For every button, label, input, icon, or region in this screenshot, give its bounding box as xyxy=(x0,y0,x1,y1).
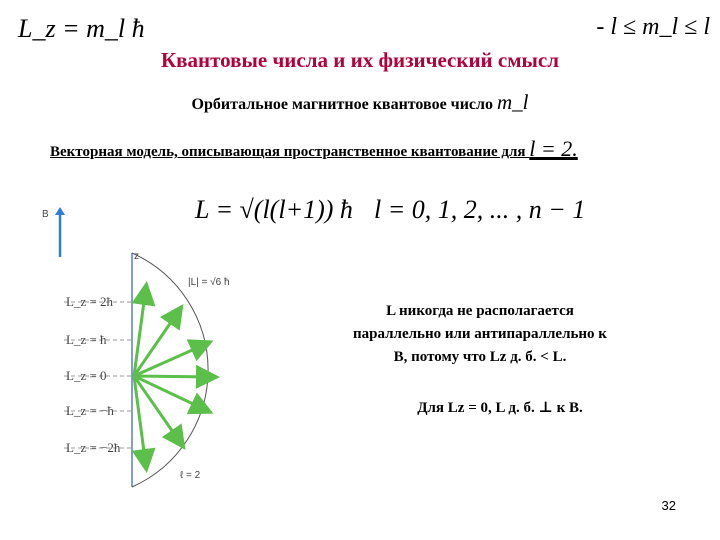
lz-label: L_z = ħ xyxy=(66,332,107,347)
formula-L-magnitude: L = √(l(l+1)) ħ xyxy=(195,195,353,224)
magnitude-label: |L| = √6 ħ xyxy=(188,277,230,288)
formula-lz: L_z = m_l ħ xyxy=(18,14,145,43)
b-arrow-head xyxy=(55,207,65,215)
note-line: B, потому что Lz д. б. < L. xyxy=(393,349,567,365)
subtitle xyxy=(0,90,720,115)
vector-model-caption xyxy=(50,136,578,162)
subtitle-text: Орбитальное магнитное квантовое число xyxy=(191,96,493,113)
note-line: параллельно или антипараллельно к xyxy=(353,326,607,342)
slide-title: Квантовые числа и их физический смысл xyxy=(160,48,560,72)
vector-arrow xyxy=(134,376,214,377)
lz-label: L_z = 0 xyxy=(66,368,107,383)
note-line: L никогда не располагается xyxy=(386,303,574,319)
caption-l-value: l = 2. xyxy=(529,136,578,161)
lz-label: L_z = 2ħ xyxy=(66,294,114,309)
note-block xyxy=(330,300,630,369)
b-label: B xyxy=(42,209,49,220)
page-number: 32 xyxy=(661,498,676,513)
l-label: ℓ = 2 xyxy=(180,470,201,481)
lz-label: L_z = −ħ xyxy=(66,403,114,418)
formula-l-values: l = 0, 1, 2, ... , n − 1 xyxy=(374,195,586,224)
vector-model-diagram xyxy=(38,205,238,495)
caption-text: Векторная модель, описывающая пространственное квантование для xyxy=(50,144,526,160)
note-perpendicular: Для Lz = 0, L д. б. ⊥ к B. xyxy=(417,400,583,416)
formula-ml-range: - l ≤ m_l ≤ l xyxy=(596,14,710,40)
z-label: z xyxy=(134,251,139,262)
subtitle-symbol: m_l xyxy=(496,90,529,114)
lz-label: L_z = −2ħ xyxy=(66,440,121,455)
